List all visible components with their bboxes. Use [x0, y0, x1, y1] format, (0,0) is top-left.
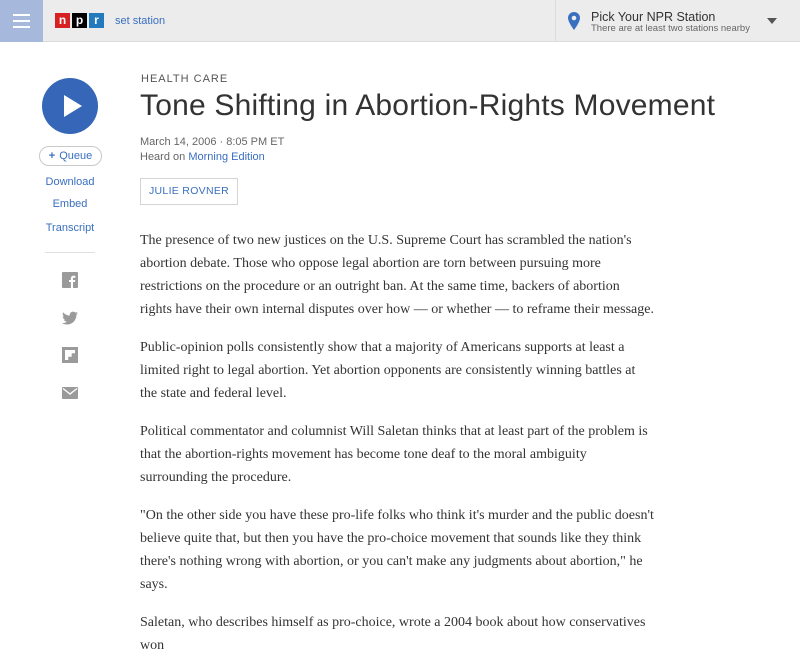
logo-letter-p: p [72, 13, 87, 28]
article-paragraph: Public-opinion polls consistently show that a majority of Americans supports at least a limited right to legal abortion. Yet abortion opponents are consistently winning battles at the state and federal level. [140, 340, 636, 401]
show-link[interactable]: Morning Edition [188, 151, 265, 163]
set-station-link[interactable]: set station [115, 15, 166, 27]
page-title: Tone Shifting in Abortion-Rights Movement [140, 89, 716, 122]
play-button[interactable] [42, 78, 98, 134]
logo-letter-r: r [89, 13, 104, 28]
heard-on-prefix: Heard on [140, 151, 186, 163]
station-picker-subtitle: There are at least two stations nearby [591, 23, 750, 34]
rail-divider [45, 252, 95, 253]
chevron-down-icon[interactable] [767, 18, 777, 24]
article-paragraph: "On the other side you have these pro-life folks who think it's murder and the public doesn't believe quite that, but then you have the pro-choice movement that sounds like they think there's nothing wrong with abortion, or you can't make any judgments about abortion," he says. [140, 508, 654, 592]
embed-link[interactable]: Embed [52, 198, 88, 210]
article-paragraph: The presence of two new justices on the U.S. Supreme Court has scrambled the nation's abortion debate. Those who oppose legal abortion are torn between pursuing more restrictions on the procedure or an outright ban. At the same time, backers of abortion rights have their own internal disputes over how — or whether — to reframe their message. [140, 233, 654, 317]
logo-letter-n: n [55, 13, 70, 28]
station-picker-title: Pick Your NPR Station [591, 10, 716, 24]
plus-icon: + [48, 150, 56, 162]
article-paragraph: Saletan, who describes himself as pro-choice, wrote a 2004 book about how conservatives won [140, 615, 646, 653]
flipboard-icon[interactable] [62, 347, 78, 363]
dateline: March 14, 2006 · 8:05 PM ET [140, 136, 285, 148]
queue-button[interactable] [39, 146, 102, 166]
facebook-icon[interactable] [62, 272, 78, 288]
heard-on [140, 151, 265, 163]
article-body [140, 229, 655, 672]
email-icon[interactable] [62, 385, 78, 401]
twitter-icon[interactable] [62, 310, 78, 326]
queue-label: Queue [59, 150, 93, 162]
menu-icon[interactable] [0, 0, 43, 42]
station-picker[interactable] [555, 0, 800, 42]
transcript-link[interactable]: Transcript [45, 222, 95, 234]
article-paragraph: Political commentator and columnist Will Saletan thinks that at least part of the problem is that the abortion-rights movement has become tone deaf to the moral ambiguity surrounding the procedure. [140, 424, 648, 485]
author-byline[interactable]: JULIE ROVNER [140, 178, 238, 205]
location-pin-icon [568, 12, 580, 30]
npr-logo[interactable] [55, 13, 104, 28]
section-label[interactable]: HEALTH CARE [141, 73, 229, 85]
top-bar [0, 0, 800, 42]
download-link[interactable]: Download [45, 176, 95, 188]
